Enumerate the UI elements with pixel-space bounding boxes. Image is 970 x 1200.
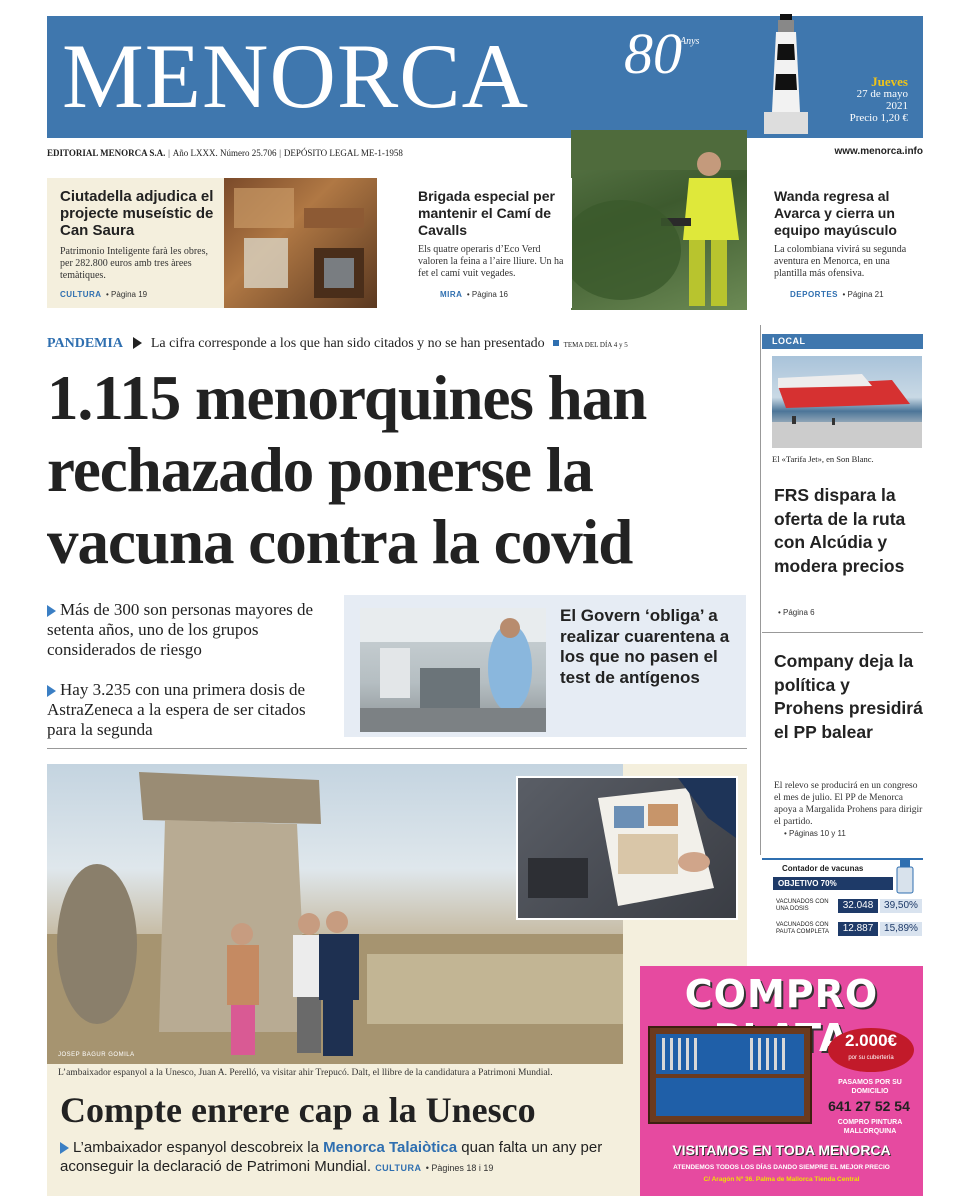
lighthouse-icon — [756, 12, 816, 136]
ad-compro2: COMPRO PINTURA MALLORQUINA — [837, 1119, 903, 1135]
ad-title: COMPRO — [684, 972, 879, 1016]
local-p1: • Página 6 — [778, 608, 815, 617]
ad-visit2: VISITAMOS EN TODA MENORCA — [672, 1142, 891, 1158]
worker-photo — [571, 130, 747, 310]
teaser2-ref — [440, 284, 570, 302]
website-text[interactable]: www.menorca.info — [834, 146, 923, 157]
lead-kicker: La cifra corresponde a los que han sido citados y no se han presentado — [150, 336, 545, 351]
unesco-subhead — [60, 1138, 620, 1178]
square-bullet-icon — [553, 340, 559, 346]
teaser1-body: Patrimonio Inteligente farà les obres, per 282.800 euros amb tres àrees temàtiques. — [60, 246, 209, 281]
lead-bullet-1 — [47, 600, 337, 660]
unesco-section: CULTURA — [375, 1163, 422, 1173]
teaser2-body: Els quatre operaris d’Eco Verd valoren la feina a l’aire lliure. Un ha fet el camí vuit vegades. — [418, 244, 564, 279]
local-divider — [762, 632, 923, 633]
masthead-title: MENORCA — [62, 25, 530, 127]
anniversary-mark: 80 — [624, 21, 682, 86]
teaser1-page: • Pàgina 19 — [106, 290, 148, 299]
ad-compro-plata[interactable] — [640, 966, 923, 1196]
teaser2-page: • Pàgina 16 — [466, 290, 508, 299]
ad-visit: PASAMOS POR SU DOMICILIO — [838, 1079, 902, 1095]
lead-headline[interactable]: 1.115 menorquines han rechazado ponerse la vacuna contra la covid — [47, 363, 647, 577]
lead-bullet-2-text: Hay 3.235 con una primera dosis de AstraZeneca a la espera de ser citados para la segunda — [47, 680, 306, 739]
ferry-photo — [772, 356, 922, 448]
vaccine-vial-icon — [893, 860, 917, 894]
teaser1-ref — [60, 284, 220, 302]
vaccine-row1-num: 32.048 — [838, 899, 878, 913]
local-column-rule — [760, 325, 761, 855]
museum-photo — [224, 178, 377, 308]
lab-photo — [360, 608, 546, 732]
anniversary-anys: Anys — [680, 36, 700, 47]
local-label: LOCAL — [772, 336, 806, 346]
legal-deposit: DEPÓSITO LEGAL ME-1-1958 — [283, 148, 403, 158]
lead-kicker-row — [47, 334, 747, 352]
unesco-sub-highlight: Menorca Talaiòtica — [323, 1139, 458, 1156]
date-day: Jueves — [871, 74, 908, 89]
teaser3-body: La colombiana vivirá su segunda aventura en Menorca, en una plantilla más ofensiva. — [774, 244, 907, 279]
book-photo — [516, 776, 738, 920]
unesco-page: • Pàgines 18 i 19 — [425, 1163, 494, 1173]
vaccine-row1-pct: 39,50% — [880, 899, 922, 913]
lead-tema: TEMA DEL DÍA 4 y 5 — [563, 341, 628, 349]
local-h2[interactable]: Company deja la política y Prohens presidirá el PP balear — [774, 651, 923, 742]
ad-hours: ATENDEMOS TODOS LOS DÍAS DANDO SIEMPRE EL MEJOR PRECIO — [673, 1164, 890, 1171]
date-date: 27 de mayo — [856, 88, 908, 100]
vaccine-row1-label: VACUNADOS CON UNA DOSIS — [776, 899, 829, 912]
ad-cutlery-box — [648, 1026, 812, 1124]
price: Precio 1,20 € — [849, 112, 908, 124]
publisher: EDITORIAL MENORCA S.A. — [47, 148, 166, 158]
govern-headline[interactable]: El Govern ‘obliga’ a realizar cuarentena a los que no pasen el test de antígenos — [560, 606, 730, 687]
teaser3-section: DEPORTES — [790, 290, 839, 299]
teaser3-ref — [790, 284, 922, 302]
info-bar: EDITORIAL MENORCA S.A. | Año LXXX. Número 25.706 | DEPÓSITO LEGAL ME-1-1958 — [47, 148, 403, 158]
ferry-caption: El «Tarifa Jet», en Son Blanc. — [772, 454, 874, 464]
lead-bullet-2 — [47, 680, 337, 740]
kicker-arrow-icon — [133, 337, 142, 349]
unesco-headline[interactable]: Compte enrere cap a la Unesco — [60, 1090, 536, 1130]
photo-caption: L’ambaixador espanyol a la Unesco, Juan A. Perelló, va visitar ahir Trepucó. Dalt, el llibre de la candidatura a Patrimoni Mundial. — [58, 1068, 553, 1078]
vaccine-objective: OBJETIVO 70% — [778, 879, 837, 888]
unesco-sub-a: L’ambaixador espanyol descobreix la — [73, 1139, 319, 1156]
unesco-sub-b: quan falta un any per aconseguir la declaració de Patrimoni Mundial. — [60, 1139, 603, 1175]
teaser2-section: MIRA — [440, 290, 463, 299]
ad-badge — [828, 1028, 914, 1072]
subhead-arrow-icon — [60, 1142, 69, 1154]
teaser3-page: • Página 21 — [842, 290, 884, 299]
local-body2: El relevo se producirá en un congreso el mes de julio. El PP de Menorca apoya a Margalida Prohens para dirigir el partido. — [774, 781, 923, 827]
teaser2-headline[interactable]: Brigada especial per mantenir el Camí de Cavalls — [418, 188, 555, 238]
local-p2: • Páginas 10 y 11 — [784, 829, 846, 838]
ad-badge-sub: por su cubertería — [848, 1055, 894, 1061]
issue-number: Año LXXX. Número 25.706 — [172, 148, 277, 158]
lead-bullet-1-text: Más de 300 son personas mayores de setenta años, uno de los grupos considerados de riesgo — [47, 600, 314, 659]
ad-address: C/ Aragón Nº 36. Palma de Mallorca Tienda Central — [703, 1176, 860, 1183]
vaccine-row2-pct: 15,89% — [880, 922, 922, 936]
date-year: 2021 — [886, 100, 908, 112]
website-link[interactable] — [818, 146, 923, 157]
teaser1-section: CULTURA — [60, 290, 102, 299]
local-h1[interactable]: FRS dispara la oferta de la ruta con Alcúdia y modera precios — [774, 485, 906, 576]
photo-credit: JOSEP BAGUR GOMILA — [58, 1052, 135, 1058]
vaccine-title: Contador de vacunas — [782, 864, 864, 873]
divider-line — [47, 748, 747, 749]
lead-section: PANDEMIA — [47, 336, 123, 351]
vaccine-row2-label: VACUNADOS CON PAUTA COMPLETA — [776, 922, 830, 935]
teaser3-headline[interactable]: Wanda regresa al Avarca y cierra un equipo mayúsculo — [774, 188, 897, 238]
bullet-arrow-icon — [47, 605, 56, 617]
ad-phone[interactable]: 641 27 52 54 — [828, 1098, 910, 1114]
vaccine-row2-num: 12.887 — [838, 922, 878, 936]
bullet-arrow-icon — [47, 685, 56, 697]
teaser1-headline[interactable]: Ciutadella adjudica el projecte museístic de Can Saura — [60, 188, 214, 239]
ad-badge-amount: 2.000€ — [845, 1031, 897, 1050]
